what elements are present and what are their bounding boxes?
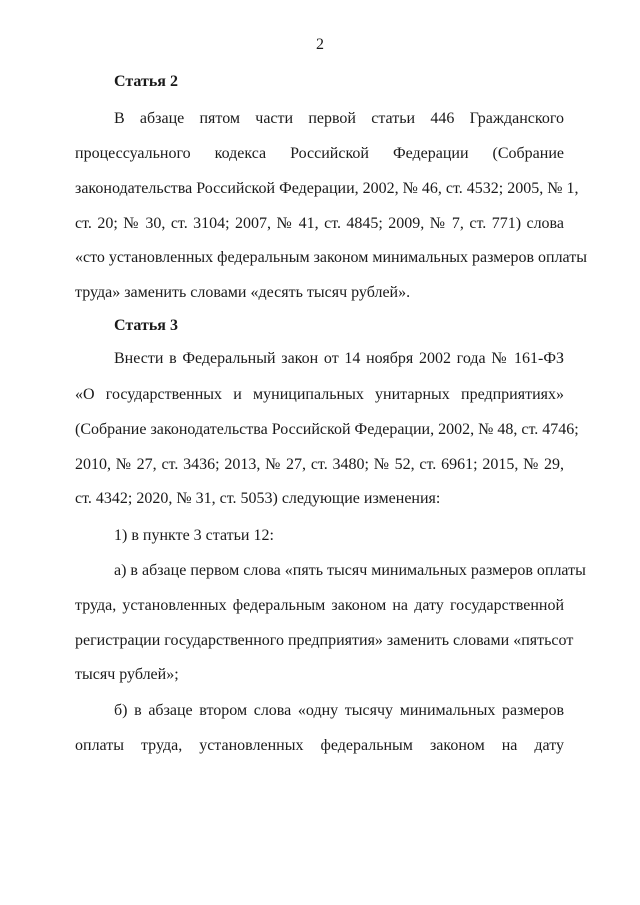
article-3-intro-line: «О государственных и муниципальных унитарных предприятиях»	[75, 386, 564, 403]
article-2-line: труда» заменить словами «десять тысяч рублей».	[75, 284, 411, 301]
article-3-intro-line: Внести в Федеральный закон от 14 ноября 2002 года № 161-ФЗ	[114, 350, 564, 367]
page-number: 2	[316, 36, 324, 53]
item-a-line: тысяч рублей»;	[75, 666, 179, 683]
article-2-line: «сто установленных федеральным законом минимальных размеров оплаты	[75, 249, 587, 266]
article-2-line: ст. 20; № 30, ст. 3104; 2007, № 41, ст. 4845; 2009, № 7, ст. 771) слова	[75, 215, 564, 232]
article-3-heading: Статья 3	[114, 317, 178, 334]
article-2-line: В абзаце пятом части первой статьи 446 Гражданского	[114, 110, 564, 127]
item-a-line: труда, установленных федеральным законом на дату государственной	[75, 597, 564, 614]
article-2-line: законодательства Российской Федерации, 2002, № 46, ст. 4532; 2005, № 1,	[75, 180, 579, 197]
article-2-line: процессуального кодекса Российской Федерации (Собрание	[75, 145, 564, 162]
article-3-intro-line: (Собрание законодательства Российской Федерации, 2002, № 48, ст. 4746;	[75, 421, 579, 438]
item-a-line: а) в абзаце первом слова «пять тысяч минимальных размеров оплаты	[114, 562, 586, 579]
item-b-line: б) в абзаце втором слова «одну тысячу минимальных размеров	[114, 702, 564, 719]
item-b-line: оплаты труда, установленных федеральным законом на дату	[75, 737, 564, 754]
article-3-intro-line: 2010, № 27, ст. 3436; 2013, № 27, ст. 3480; № 52, ст. 6961; 2015, № 29,	[75, 456, 564, 473]
article-2-heading: Статья 2	[114, 73, 178, 90]
item-a-line: регистрации государственного предприятия» заменить словами «пятьсот	[75, 632, 574, 649]
item-1: 1) в пункте 3 статьи 12:	[114, 527, 274, 544]
article-3-intro-line: ст. 4342; 2020, № 31, ст. 5053) следующие изменения:	[75, 490, 441, 507]
